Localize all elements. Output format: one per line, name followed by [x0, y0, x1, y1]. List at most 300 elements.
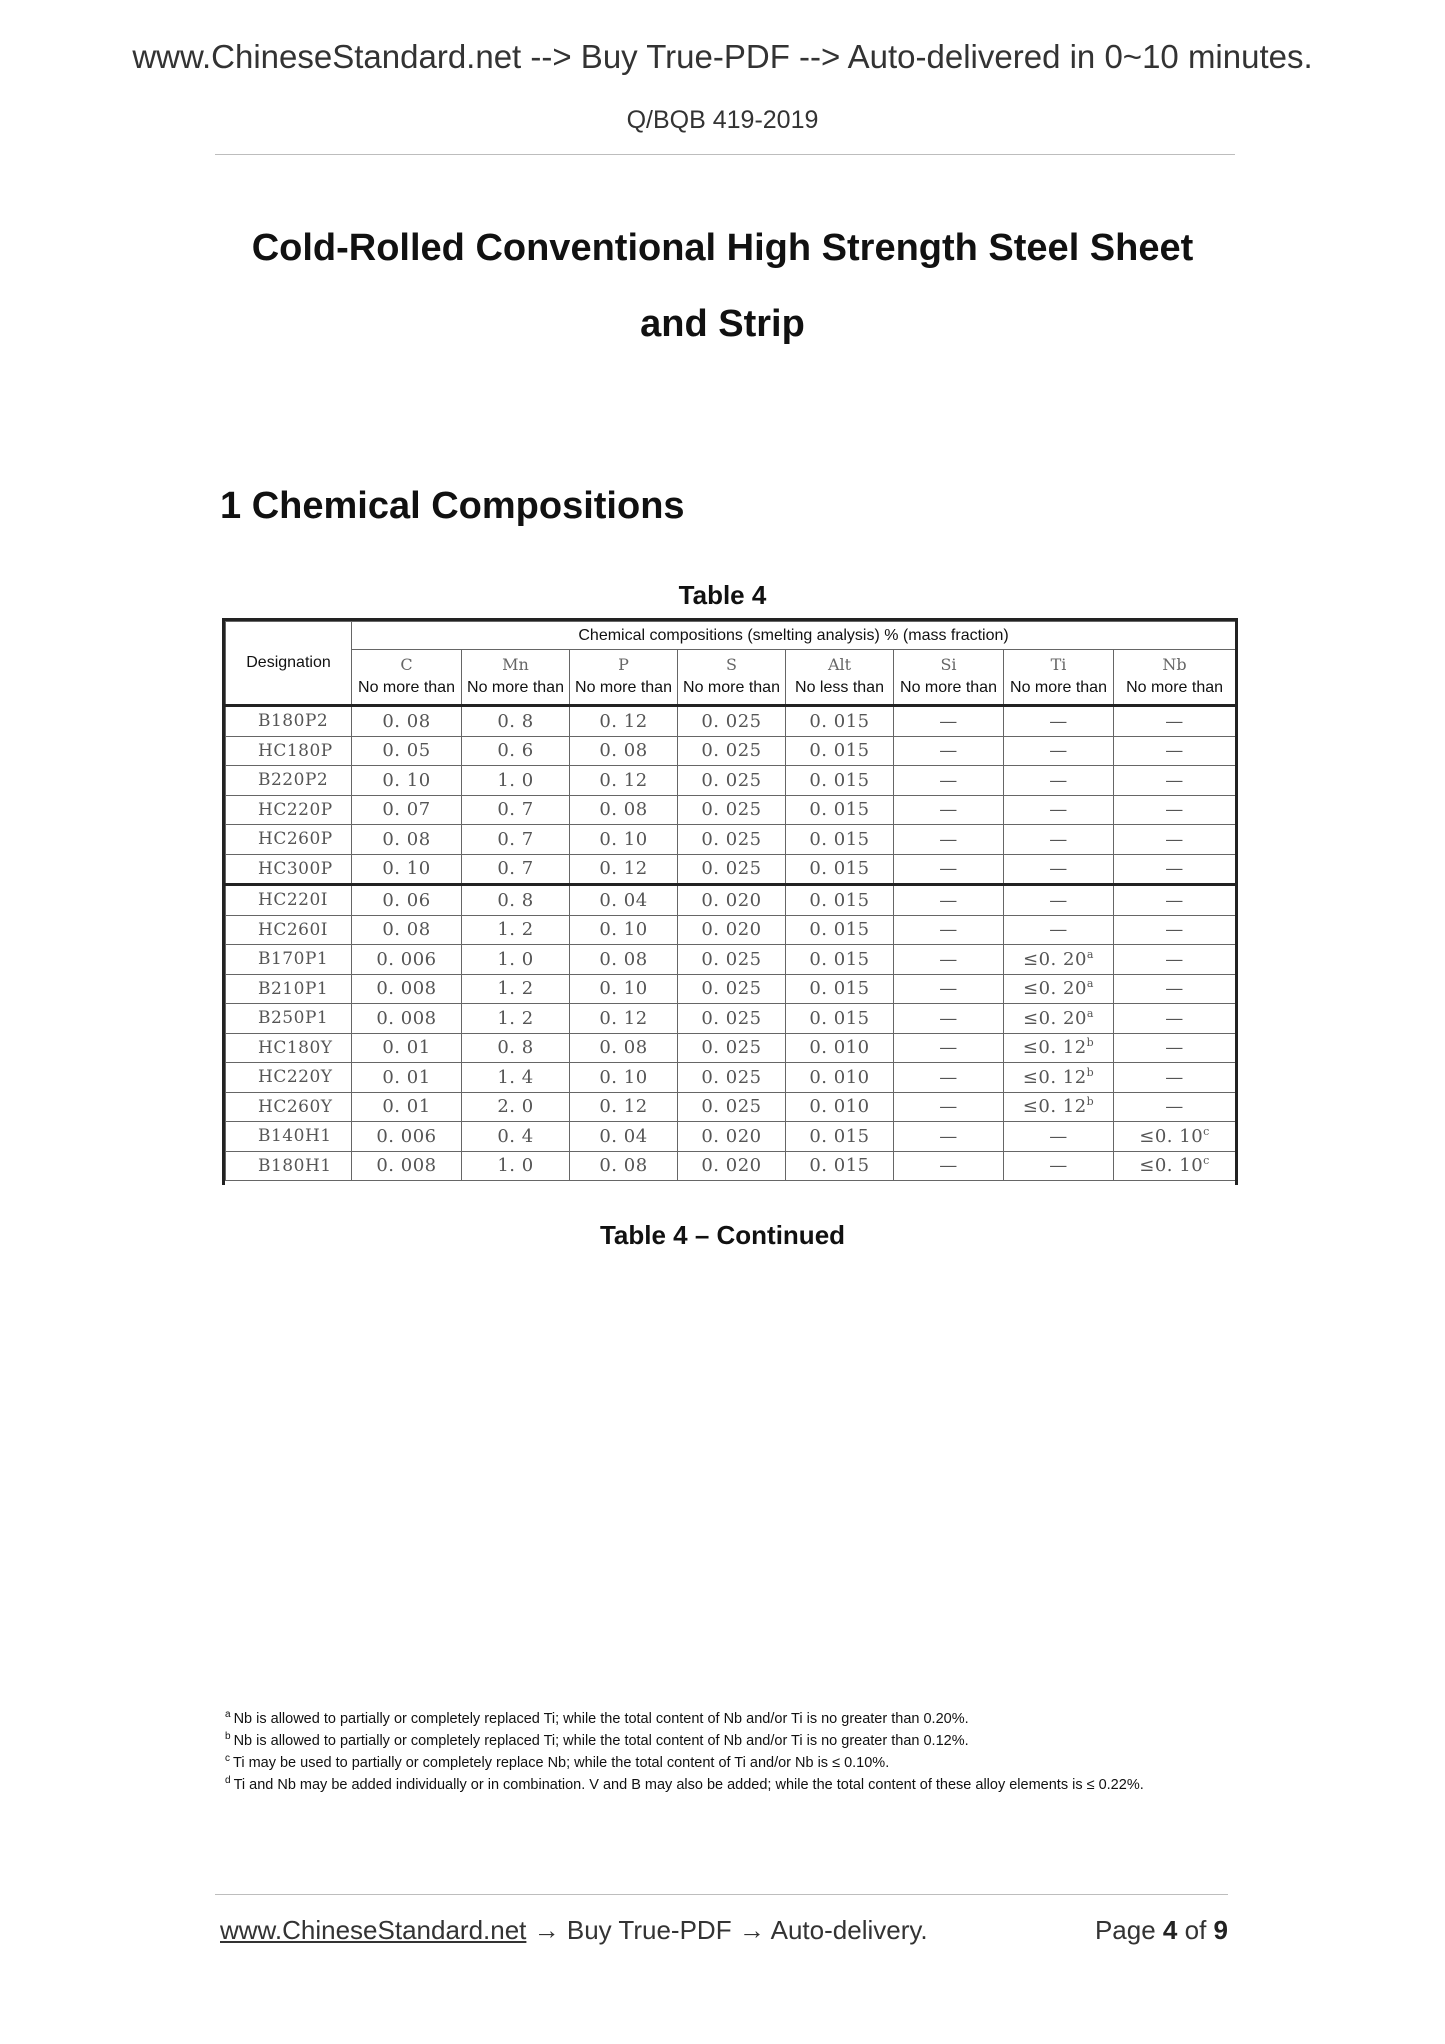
cell-text: 0. 12: [599, 710, 648, 732]
cell-text: 0. 025: [701, 858, 762, 880]
cell-text: 0. 025: [701, 1037, 762, 1059]
page-current: 4: [1162, 1915, 1178, 1945]
value-cell-s: [678, 1004, 786, 1034]
cell-text: B180H1: [258, 1155, 332, 1176]
cell-text: 0. 025: [701, 769, 762, 791]
value-cell-c: [352, 1092, 462, 1122]
cell-text: 0. 025: [701, 978, 762, 1000]
table-container: [222, 618, 1238, 1185]
value-cell-si: [894, 825, 1004, 855]
designation-cell: [226, 1063, 352, 1093]
cell-text: 0. 07: [382, 799, 431, 821]
value-cell-c: [352, 1063, 462, 1093]
table-row: [226, 1151, 1236, 1181]
cell-text: B210P1: [258, 978, 329, 999]
value-cell-ti: [1004, 736, 1114, 766]
footer-auto-text: Auto-delivery.: [770, 1915, 928, 1945]
value-cell-nb: [1114, 1122, 1236, 1152]
chemical-composition-table: [225, 621, 1236, 1181]
value-cell-mn: [462, 1033, 570, 1063]
footnote-marker: b: [1086, 1095, 1095, 1109]
cell-text: 0. 12: [599, 1096, 648, 1118]
footnote-marker: b: [1086, 1065, 1095, 1079]
cell-text: 0. 015: [809, 828, 870, 850]
top-banner: www.ChineseStandard.net --> Buy True-PDF --> Auto-delivered in 0~10 minutes.: [132, 38, 1313, 75]
cell-text: 0. 04: [599, 889, 648, 911]
footnote-marker: c: [1203, 1124, 1210, 1138]
footer-buy-text: Buy True-PDF: [566, 1915, 732, 1945]
value-cell-p: [570, 1122, 678, 1152]
value-cell-si: [894, 706, 1004, 737]
table-row: [226, 766, 1236, 796]
cell-text: B180P2: [258, 711, 329, 732]
cell-text: —: [1165, 799, 1184, 821]
cell-text: 1. 0: [497, 948, 534, 970]
cell-text: —: [1049, 1155, 1068, 1177]
element-limit: No more than: [358, 679, 455, 696]
value-cell-nb: [1114, 974, 1236, 1004]
value-cell-ti: [1004, 825, 1114, 855]
value-cell-nb: [1114, 736, 1236, 766]
table-row: [226, 974, 1236, 1004]
cell-text: —: [939, 1155, 958, 1177]
value-cell-alt: [786, 706, 894, 737]
value-cell-nb: [1114, 1151, 1236, 1181]
element-header-ti: [1004, 650, 1114, 706]
cell-text: 0. 08: [599, 948, 648, 970]
value-cell-p: [570, 885, 678, 916]
value-cell-si: [894, 1122, 1004, 1152]
value-cell-si: [894, 885, 1004, 916]
composition-group-header: Chemical compositions (smelting analysis) % (mass fraction): [352, 622, 1236, 650]
value-cell-s: [678, 795, 786, 825]
value-cell-p: [570, 915, 678, 945]
value-cell-mn: [462, 945, 570, 975]
value-cell-alt: [786, 1151, 894, 1181]
cell-text: —: [939, 799, 958, 821]
designation-cell: [226, 915, 352, 945]
table-row: [226, 1092, 1236, 1122]
cell-text: —: [1049, 1125, 1068, 1147]
cell-text: 0. 08: [599, 1037, 648, 1059]
table-continued-caption: Table 4 – Continued: [599, 1220, 846, 1250]
value-cell-p: [570, 706, 678, 737]
value-cell-mn: [462, 825, 570, 855]
cell-text: 1. 0: [497, 1155, 534, 1177]
value-cell-c: [352, 1033, 462, 1063]
value-cell-s: [678, 1092, 786, 1122]
cell-text: HC220Y: [258, 1067, 333, 1088]
cell-text: 0. 015: [809, 710, 870, 732]
value-cell-c: [352, 1151, 462, 1181]
cell-text: —: [1165, 889, 1184, 911]
cell-text: ≤0. 20: [1023, 978, 1087, 1000]
cell-text: 0. 08: [599, 799, 648, 821]
cell-text: 0. 015: [809, 919, 870, 941]
cell-text: —: [1165, 919, 1184, 941]
value-cell-alt: [786, 795, 894, 825]
value-cell-s: [678, 915, 786, 945]
value-cell-nb: [1114, 1092, 1236, 1122]
cell-text: 0. 006: [376, 1125, 437, 1147]
designation-cell: [226, 974, 352, 1004]
table-caption: Table 4: [678, 580, 767, 610]
value-cell-s: [678, 766, 786, 796]
designation-cell: [226, 795, 352, 825]
element-limit: No more than: [467, 679, 564, 696]
value-cell-si: [894, 1004, 1004, 1034]
value-cell-nb: [1114, 766, 1236, 796]
title-line-1: Cold-Rolled Conventional High Strength Steel Sheet: [251, 227, 1194, 269]
value-cell-alt: [786, 1063, 894, 1093]
cell-text: 0. 010: [809, 1037, 870, 1059]
cell-text: 0. 12: [599, 858, 648, 880]
element-limit: No more than: [1010, 679, 1107, 696]
cell-text: HC220P: [258, 799, 333, 820]
cell-text: 0. 06: [382, 889, 431, 911]
cell-text: 0. 8: [497, 1037, 534, 1059]
value-cell-nb: [1114, 1004, 1236, 1034]
cell-text: 0. 7: [497, 858, 534, 880]
value-cell-si: [894, 795, 1004, 825]
value-cell-c: [352, 945, 462, 975]
value-cell-ti: [1004, 766, 1114, 796]
cell-text: 0. 015: [809, 889, 870, 911]
value-cell-alt: [786, 945, 894, 975]
value-cell-p: [570, 974, 678, 1004]
table-row: [226, 1122, 1236, 1152]
cell-text: —: [1165, 710, 1184, 732]
cell-text: 1. 0: [497, 769, 534, 791]
cell-text: 0. 015: [809, 858, 870, 880]
value-cell-s: [678, 974, 786, 1004]
cell-text: 1. 4: [497, 1066, 534, 1088]
table-row: [226, 1033, 1236, 1063]
cell-text: 0. 020: [701, 919, 762, 941]
value-cell-mn: [462, 795, 570, 825]
cell-text: HC300P: [258, 858, 333, 879]
cell-text: HC260I: [258, 919, 328, 940]
footnote-text: Ti and Nb may be added individually or in combination. V and B may also be added; while the total content of these alloy elements is ≤ 0.22%.: [233, 1777, 1144, 1793]
value-cell-alt: [786, 736, 894, 766]
designation-cell: [226, 1151, 352, 1181]
title-line-2: and Strip: [640, 303, 805, 345]
value-cell-s: [678, 854, 786, 885]
cell-text: 1. 2: [497, 919, 534, 941]
cell-text: 0. 015: [809, 978, 870, 1000]
cell-text: 0. 08: [382, 828, 431, 850]
cell-text: 0. 7: [497, 799, 534, 821]
cell-text: 0. 015: [809, 740, 870, 762]
cell-text: ≤0. 12: [1022, 1096, 1087, 1118]
cell-text: ≤0. 12: [1022, 1066, 1087, 1088]
cell-text: —: [1049, 889, 1068, 911]
value-cell-alt: [786, 885, 894, 916]
cell-text: —: [939, 1125, 958, 1147]
element-symbol: C: [400, 655, 413, 674]
cell-text: 0. 04: [599, 1125, 648, 1147]
cell-text: —: [939, 978, 958, 1000]
cell-text: 0. 10: [382, 858, 431, 880]
cell-text: 0. 006: [376, 948, 437, 970]
value-cell-c: [352, 885, 462, 916]
cell-text: —: [939, 1066, 958, 1088]
value-cell-si: [894, 1033, 1004, 1063]
value-cell-alt: [786, 974, 894, 1004]
table-row: [226, 915, 1236, 945]
footnote-text: Ti may be used to partially or completely replace Nb; while the total content of Ti and/or Nb is ≤ 0.10%.: [233, 1755, 890, 1771]
value-cell-alt: [786, 1092, 894, 1122]
value-cell-c: [352, 1004, 462, 1034]
cell-text: 0. 025: [701, 828, 762, 850]
cell-text: ≤0. 20: [1023, 1007, 1087, 1029]
value-cell-alt: [786, 854, 894, 885]
value-cell-s: [678, 1151, 786, 1181]
cell-text: 0. 025: [701, 1096, 762, 1118]
cell-text: 0. 12: [599, 1007, 648, 1029]
value-cell-ti: [1004, 854, 1114, 885]
element-symbol: S: [726, 655, 737, 674]
element-header-p: [570, 650, 678, 706]
value-cell-mn: [462, 1092, 570, 1122]
cell-text: 0. 025: [701, 1066, 762, 1088]
value-cell-mn: [462, 974, 570, 1004]
value-cell-s: [678, 706, 786, 737]
cell-text: 0. 015: [809, 948, 870, 970]
cell-text: —: [939, 710, 958, 732]
cell-text: HC220I: [258, 890, 328, 911]
value-cell-c: [352, 795, 462, 825]
element-symbol: Nb: [1162, 655, 1187, 674]
value-cell-p: [570, 825, 678, 855]
cell-text: —: [939, 919, 958, 941]
cell-text: —: [1165, 1096, 1184, 1118]
footnote-mark: a: [225, 1709, 231, 1721]
element-limit: No less than: [795, 679, 884, 696]
value-cell-mn: [462, 1122, 570, 1152]
value-cell-si: [894, 1063, 1004, 1093]
cell-text: —: [1049, 858, 1068, 880]
value-cell-c: [352, 736, 462, 766]
arrow-right-icon: →: [738, 1915, 765, 1945]
value-cell-nb: [1114, 945, 1236, 975]
cell-text: 0. 10: [599, 978, 648, 1000]
value-cell-ti: [1004, 1092, 1114, 1122]
value-cell-si: [894, 1092, 1004, 1122]
cell-text: —: [1165, 828, 1184, 850]
footer-site-link[interactable]: www.ChineseStandard.net: [220, 1915, 527, 1945]
value-cell-nb: [1114, 885, 1236, 916]
value-cell-c: [352, 854, 462, 885]
value-cell-mn: [462, 854, 570, 885]
table-row: [226, 1004, 1236, 1034]
table-row: [226, 706, 1236, 737]
value-cell-nb: [1114, 1063, 1236, 1093]
cell-text: HC180Y: [258, 1037, 333, 1058]
value-cell-ti: [1004, 1122, 1114, 1152]
value-cell-p: [570, 1004, 678, 1034]
value-cell-ti: [1004, 1004, 1114, 1034]
cell-text: 0. 10: [599, 1066, 648, 1088]
cell-text: 0. 010: [809, 1096, 870, 1118]
value-cell-p: [570, 1151, 678, 1181]
value-cell-nb: [1114, 854, 1236, 885]
value-cell-mn: [462, 736, 570, 766]
cell-text: 0. 025: [701, 740, 762, 762]
value-cell-c: [352, 1122, 462, 1152]
cell-text: 0. 020: [701, 1125, 762, 1147]
element-header-alt: [786, 650, 894, 706]
cell-text: ≤0. 10: [1139, 1155, 1204, 1177]
cell-text: —: [1165, 740, 1184, 762]
footnote-marker: c: [1203, 1154, 1210, 1168]
page-total: 9: [1213, 1915, 1228, 1945]
cell-text: 0. 008: [376, 978, 437, 1000]
table-row: [226, 854, 1236, 885]
value-cell-si: [894, 915, 1004, 945]
element-symbol: Si: [940, 655, 957, 674]
section-heading: 1 Chemical Compositions: [220, 485, 685, 527]
cell-text: B140H1: [258, 1126, 332, 1147]
value-cell-c: [352, 706, 462, 737]
cell-text: 0. 020: [701, 889, 762, 911]
value-cell-nb: [1114, 795, 1236, 825]
value-cell-alt: [786, 1122, 894, 1152]
cell-text: 0. 08: [599, 740, 648, 762]
cell-text: —: [939, 1037, 958, 1059]
cell-text: —: [1049, 710, 1068, 732]
cell-text: 0. 08: [599, 1155, 648, 1177]
cell-text: 0. 7: [497, 828, 534, 850]
cell-text: 1. 2: [497, 978, 534, 1000]
footer-divider: [215, 1894, 1228, 1895]
cell-text: HC260Y: [258, 1096, 333, 1117]
cell-text: HC260P: [258, 829, 333, 850]
footnote-text: Nb is allowed to partially or completely replaced Ti; while the total content of Nb and/or Ti is no greater than 0.12%.: [233, 1733, 969, 1749]
value-cell-alt: [786, 1004, 894, 1034]
value-cell-nb: [1114, 706, 1236, 737]
value-cell-p: [570, 736, 678, 766]
value-cell-alt: [786, 766, 894, 796]
value-cell-si: [894, 736, 1004, 766]
cell-text: —: [1165, 1066, 1184, 1088]
element-symbol: P: [618, 655, 629, 674]
value-cell-ti: [1004, 706, 1114, 737]
value-cell-mn: [462, 706, 570, 737]
designation-cell: [226, 1122, 352, 1152]
cell-text: 0. 025: [701, 948, 762, 970]
cell-text: 0. 01: [382, 1096, 431, 1118]
value-cell-s: [678, 825, 786, 855]
table-row: [226, 945, 1236, 975]
designation-cell: [226, 854, 352, 885]
value-cell-s: [678, 1122, 786, 1152]
value-cell-ti: [1004, 885, 1114, 916]
designation-cell: [226, 706, 352, 737]
value-cell-c: [352, 974, 462, 1004]
table-row: [226, 825, 1236, 855]
element-limit: No more than: [683, 679, 780, 696]
cell-text: —: [1165, 978, 1184, 1000]
value-cell-s: [678, 1033, 786, 1063]
element-limit: No more than: [900, 679, 997, 696]
cell-text: 0. 10: [599, 919, 648, 941]
cell-text: —: [939, 740, 958, 762]
value-cell-mn: [462, 1004, 570, 1034]
value-cell-ti: [1004, 795, 1114, 825]
cell-text: —: [1049, 919, 1068, 941]
cell-text: 0. 025: [701, 1007, 762, 1029]
cell-text: ≤0. 12: [1022, 1037, 1087, 1059]
cell-text: —: [1165, 1007, 1184, 1029]
designation-cell: [226, 1004, 352, 1034]
cell-text: 0. 008: [376, 1155, 437, 1177]
cell-text: B170P1: [258, 949, 329, 970]
cell-text: 0. 015: [809, 1155, 870, 1177]
value-cell-alt: [786, 1033, 894, 1063]
footnote-item: [225, 1774, 1225, 1796]
cell-text: 0. 8: [497, 889, 534, 911]
footnote-item: [225, 1708, 1225, 1730]
cell-text: 0. 12: [599, 769, 648, 791]
value-cell-p: [570, 1033, 678, 1063]
footnote-item: [225, 1752, 1225, 1774]
cell-text: —: [939, 1007, 958, 1029]
cell-text: —: [939, 948, 958, 970]
value-cell-mn: [462, 885, 570, 916]
designation-cell: [226, 1092, 352, 1122]
cell-text: 0. 10: [599, 828, 648, 850]
value-cell-ti: [1004, 1151, 1114, 1181]
element-header-s: [678, 650, 786, 706]
element-header-c: [352, 650, 462, 706]
page-label: Page: [1094, 1915, 1156, 1945]
cell-text: 0. 025: [701, 799, 762, 821]
footnote-mark: d: [225, 1775, 231, 1787]
footnote-mark: c: [225, 1753, 230, 1765]
cell-text: —: [939, 1096, 958, 1118]
footnote-marker: a: [1086, 947, 1094, 961]
element-header-si: [894, 650, 1004, 706]
element-header-mn: [462, 650, 570, 706]
cell-text: —: [1049, 740, 1068, 762]
cell-text: —: [1049, 828, 1068, 850]
value-cell-mn: [462, 1151, 570, 1181]
value-cell-mn: [462, 1063, 570, 1093]
document-code: Q/BQB 419-2019: [626, 106, 819, 134]
cell-text: —: [1165, 1037, 1184, 1059]
element-symbol: Mn: [502, 655, 529, 674]
cell-text: —: [939, 889, 958, 911]
page-number: [1095, 1915, 1228, 1946]
designation-cell: [226, 736, 352, 766]
designation-cell: [226, 766, 352, 796]
value-cell-ti: [1004, 974, 1114, 1004]
arrow-right-icon: →: [533, 1915, 560, 1945]
footnote-text: Nb is allowed to partially or completely replaced Ti; while the total content of Nb and/or Ti is no greater than 0.20%.: [233, 1711, 969, 1727]
element-limit: No more than: [1126, 679, 1224, 696]
cell-text: 0. 010: [809, 1066, 870, 1088]
value-cell-p: [570, 795, 678, 825]
value-cell-ti: [1004, 1063, 1114, 1093]
footnote-item: [225, 1730, 1225, 1752]
cell-text: 0. 4: [497, 1125, 534, 1147]
cell-text: HC180P: [258, 740, 333, 761]
value-cell-p: [570, 945, 678, 975]
cell-text: 0. 015: [809, 799, 870, 821]
cell-text: 1. 2: [497, 1007, 534, 1029]
cell-text: 0. 10: [382, 769, 431, 791]
